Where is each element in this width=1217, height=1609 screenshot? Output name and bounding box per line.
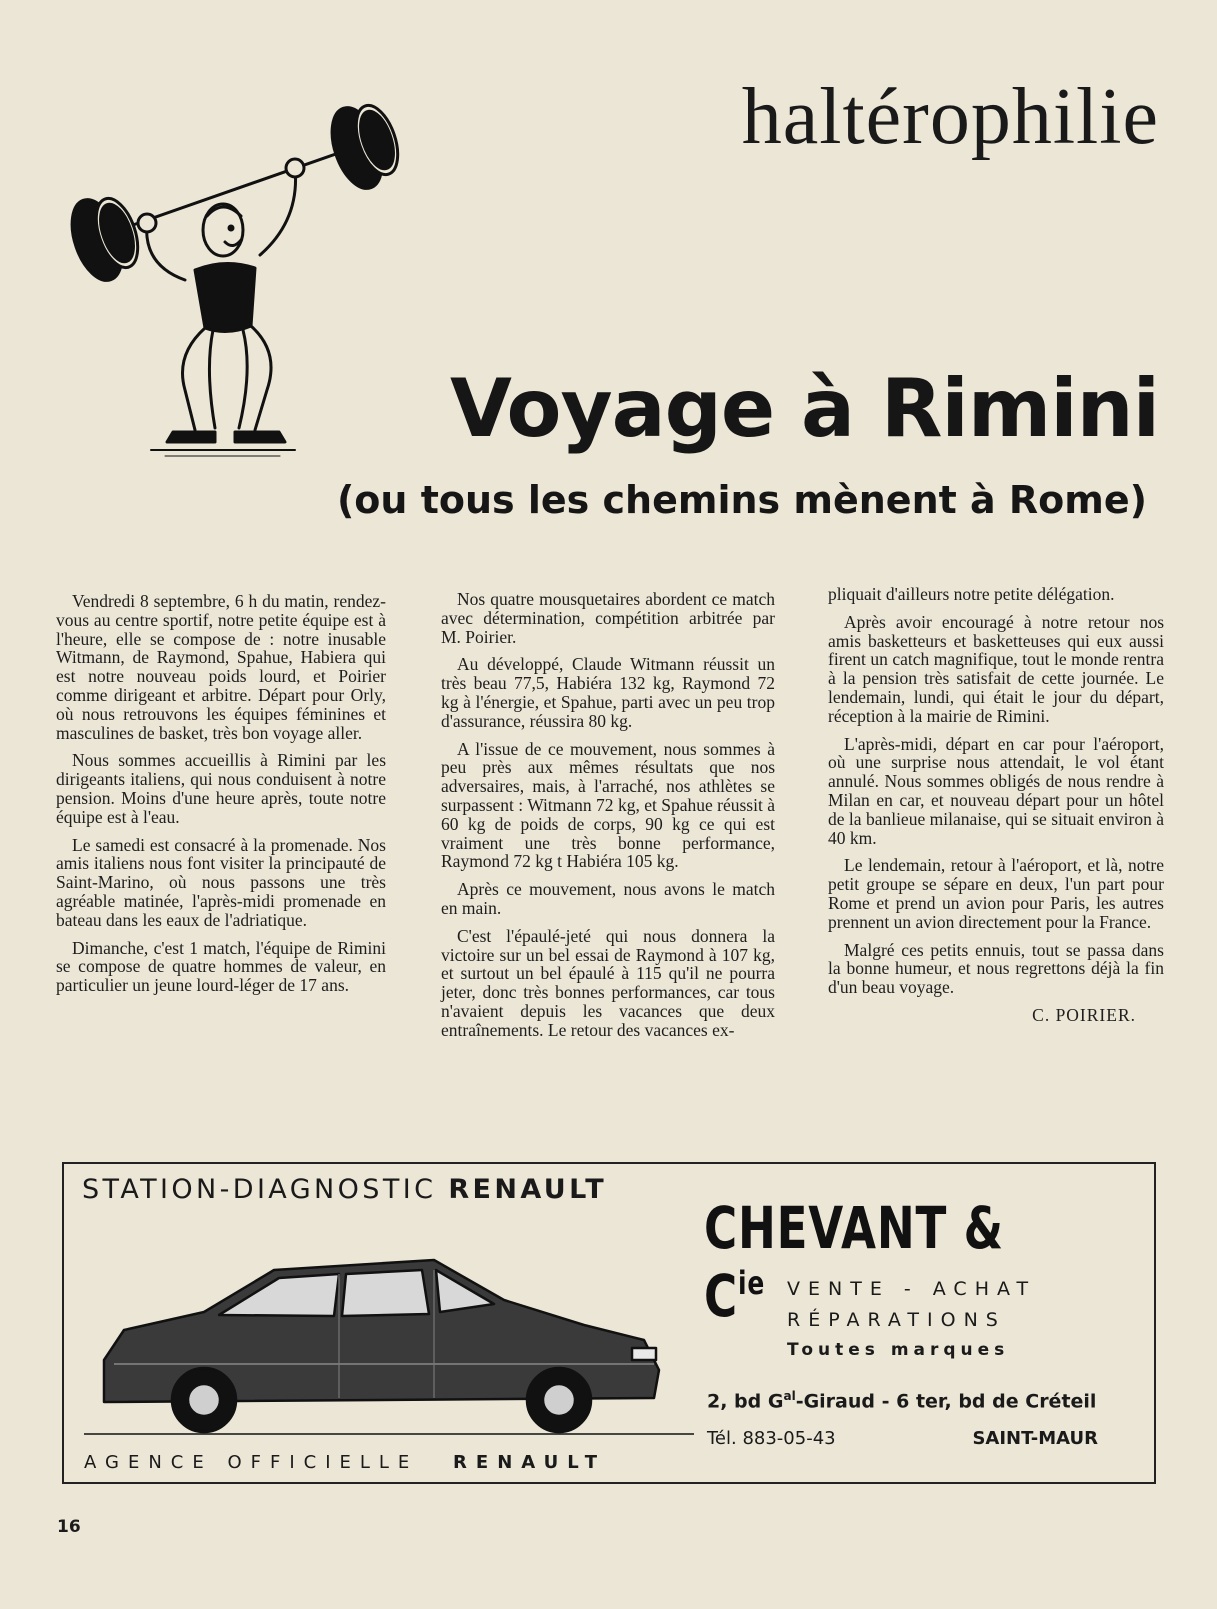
- section-title: haltérophilie: [741, 73, 1159, 161]
- dealer-name-sup: ie: [737, 1264, 766, 1302]
- renault-car-illustration: [84, 1230, 704, 1440]
- paragraph: Après ce mouvement, nous avons le match en main.: [441, 879, 775, 918]
- paragraph: Après avoir encouragé à notre retour nos amis basketteurs et basketteuses qui eux aussi firent un catch magnifique, tout le monde rentra à la pension très satisfait de cette journée. Le lendemain, lundi, qui était le jour du départ, réception à la mairie de Rimini.: [828, 611, 1164, 726]
- article-headline: Voyage à Rimini: [449, 362, 1159, 455]
- paragraph: pliquait d'ailleurs notre petite délégation.: [828, 584, 1115, 604]
- ad-headline-station: STATION-DIAGNOSTIC: [82, 1174, 437, 1205]
- paragraph: Le samedi est consacré à la promenade. Nos amis italiens nous font visiter la principauté de Saint-Marino, où nous passons une très agréable matinée, l'après-midi promenade en bateau dans les eaux de l'adriatique.: [56, 834, 386, 930]
- author-signature: C. POIRIER.: [1032, 1004, 1136, 1025]
- dealer-address: [707, 1389, 1096, 1412]
- ad-headline-brand: RENAULT: [448, 1174, 608, 1205]
- paragraph: Dimanche, c'est 1 match, l'équipe de Rimini se compose de quatre hommes de valeur, en particulier un jeune lourd-léger de 17 ans.: [56, 937, 386, 996]
- paragraph: Malgré ces petits ennuis, tout se passa dans la bonne humeur, et nous regrettons déjà la fin d'un beau voyage.: [828, 939, 1164, 998]
- address-sup: al: [783, 1389, 796, 1403]
- paragraph: L'après-midi, départ en car pour l'aéroport, où une surprise nous attendait, le vol étant annulé. Nous sommes obligés de nous rendre à Milan en car, et nouveau départ pour un hôtel de la banlieue milanaise, qui se situait environ à 40 km.: [828, 733, 1164, 848]
- service-all-makes: Toutes marques: [787, 1340, 1010, 1360]
- paragraph: Nous sommes accueillis à Rimini par les dirigeants italiens, qui nous conduisent à notre pension. Moins d'une heure après, toute notre équipe est à l'eau.: [56, 750, 386, 827]
- address-part: 2, bd G: [707, 1390, 784, 1413]
- ad-agency-brand: RENAULT: [453, 1452, 607, 1473]
- weightlifter-illustration: [55, 90, 405, 470]
- service-sales: VENTE - ACHAT: [787, 1278, 1037, 1300]
- renault-advertisement: [62, 1162, 1156, 1484]
- dealer-name-main: CHEVANT & C: [704, 1194, 1004, 1330]
- dealer-city: SAINT-MAUR: [972, 1428, 1098, 1449]
- service-repairs: RÉPARATIONS: [787, 1309, 1006, 1331]
- paragraph: Nos quatre mousquetaires abordent ce match avec détermination, compétition arbitrée par M. Poirier.: [441, 589, 775, 647]
- article-column-2: [441, 590, 775, 1049]
- dealer-phone: Tél. 883-05-43: [707, 1428, 836, 1449]
- paragraph: Au développé, Claude Witmann réussit un très beau 77,5, Habiéra 132 kg, Raymond 72 kg à l'énergie, et Spahue, parti avec un peu trop d'assurance, réussira 80 kg.: [441, 654, 775, 731]
- address-part: -Giraud - 6 ter, bd de Créteil: [795, 1390, 1097, 1413]
- paragraph: A l'issue de ce mouvement, nous sommes à peu près aux mêmes résultats que nos adversaires, mais, à l'arraché, nos athlètes se surpassent : Witmann 72 kg, et Spahue réussit à 60 kg de poids de corps, 90 kg ce qui est vraiment une très bonne performance, Raymond 72 kg t Habiéra 105 kg.: [441, 738, 775, 872]
- ad-agency-label: AGENCE OFFICIELLE: [84, 1452, 419, 1473]
- paragraph: Vendredi 8 septembre, 6 h du matin, rendez-vous au centre sportif, notre petite équipe est à l'heure, elle se compose de : notre inusable Witmann, de Raymond, Spahue, Habiera qui est notre nouveau poids lourd, et Poirier comme dirigeant et arbitre. Départ pour Orly, où nous retrouvons les équipes féminines et masculines de basket, très bon voyage aller.: [56, 591, 386, 743]
- ad-agency-line: [84, 1452, 606, 1473]
- paragraph: Le lendemain, retour à l'aéroport, et là, notre petit groupe se sépare en deux, l'un part pour Rome et prend un avion pour Paris, les autres prennent un avion directement pour la France.: [828, 855, 1164, 932]
- page-number: 16: [57, 1517, 81, 1537]
- ad-headline: [82, 1174, 607, 1205]
- article-column-1: [56, 592, 386, 1004]
- article-column-3: [828, 585, 1164, 1025]
- paragraph: C'est l'épaulé-jeté qui nous donnera la victoire sur un bel essai de Raymond à 107 kg, et surtout un bel épaulé à 115 qu'il ne pourra jeter, donc très bonnes performances, car tous n'avaient depuis les vacances que deux entraînements. Le retour des vacances ex-: [441, 925, 775, 1040]
- article-subheadline: (ou tous les chemins mènent à Rome): [336, 478, 1147, 522]
